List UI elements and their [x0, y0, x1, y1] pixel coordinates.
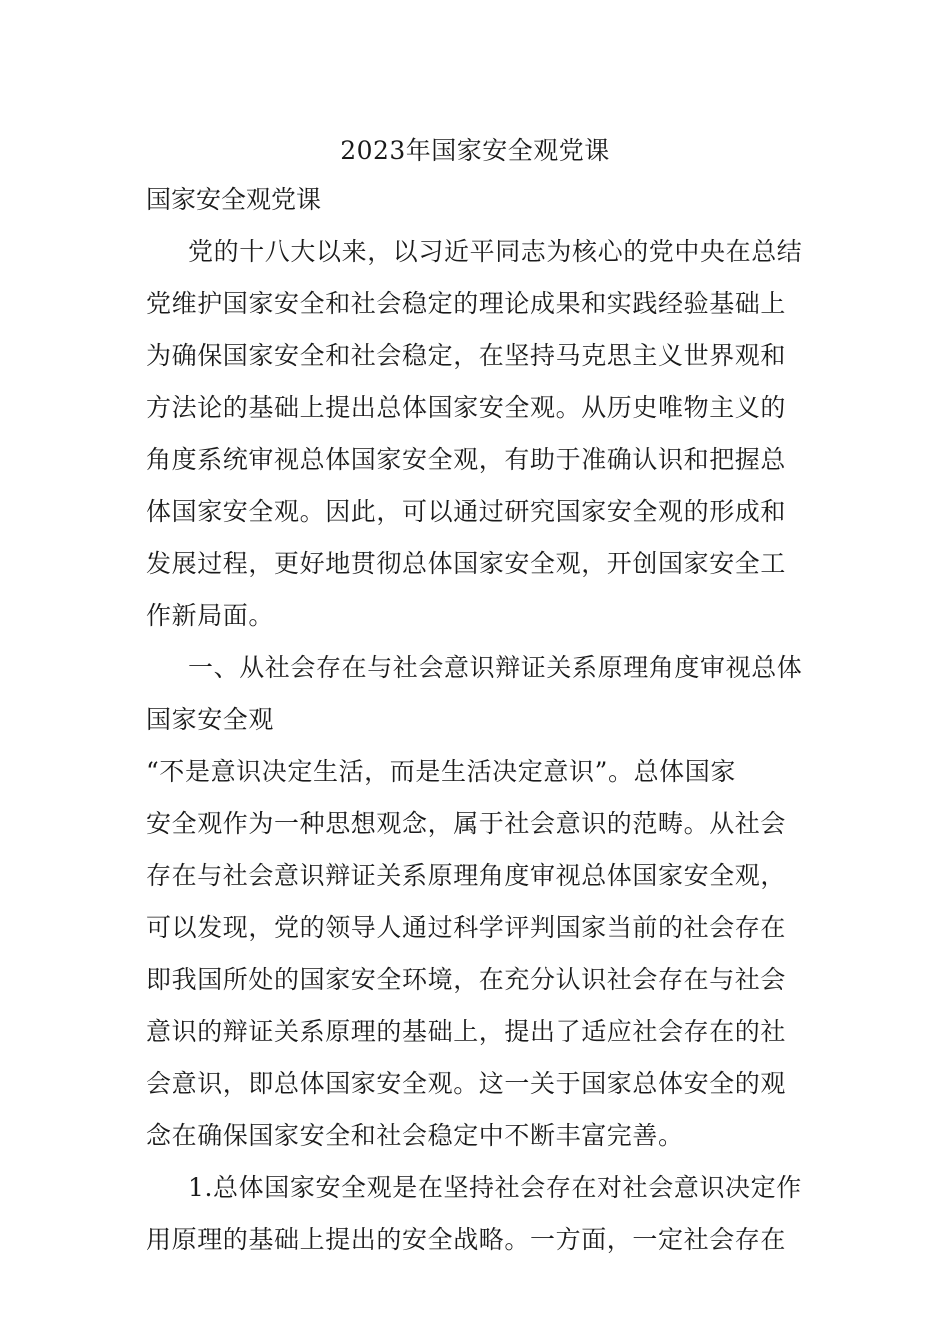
paragraph-line: 念在确保国家安全和社会稳定中不断丰富完善。 — [146, 1121, 684, 1150]
document-title: 2023年国家安全观党课 — [340, 136, 610, 165]
paragraph-line: 可以发现，党的领导人通过科学评判国家当前的社会存在 — [146, 913, 787, 942]
paragraph-line: “不是意识决定生活，而是生活决定意识”。总体国家 — [146, 757, 736, 786]
paragraph-line: 安全观作为一种思想观念，属于社会意识的范畴。从社会 — [146, 809, 787, 838]
paragraph-line: 存在与社会意识辩证关系原理角度审视总体国家安全观， — [146, 861, 787, 890]
section-heading-line: 国家安全观 — [146, 705, 275, 734]
section-heading-line: 一、从社会存在与社会意识辩证关系原理角度审视总体 — [188, 653, 803, 682]
paragraph-line: 用原理的基础上提出的安全战略。一方面，一定社会存在 — [146, 1225, 787, 1254]
paragraph-line: 党的十八大以来，以习近平同志为核心的党中央在总结 — [188, 237, 803, 266]
paragraph-line: 为确保国家安全和社会稳定，在坚持马克思主义世界观和 — [146, 341, 787, 370]
paragraph-line: 党维护国家安全和社会稳定的理论成果和实践经验基础上 — [146, 289, 787, 318]
paragraph-line: 角度系统审视总体国家安全观，有助于准确认识和把握总 — [146, 445, 787, 474]
paragraph-line: 即我国所处的国家安全环境，在充分认识社会存在与社会 — [146, 965, 787, 994]
paragraph-line: 1.总体国家安全观是在坚持社会存在对社会意识决定作 — [188, 1173, 802, 1202]
paragraph-line: 发展过程，更好地贯彻总体国家安全观，开创国家安全工 — [146, 549, 787, 578]
paragraph-line: 意识的辩证关系原理的基础上，提出了适应社会存在的社 — [146, 1017, 787, 1046]
document-subtitle: 国家安全观党课 — [146, 185, 322, 214]
paragraph-line: 作新局面。 — [146, 601, 275, 630]
paragraph-line: 方法论的基础上提出总体国家安全观。从历史唯物主义的 — [146, 393, 787, 422]
paragraph-line: 体国家安全观。因此，可以通过研究国家安全观的形成和 — [146, 497, 787, 526]
paragraph-line: 会意识，即总体国家安全观。这一关于国家总体安全的观 — [146, 1069, 787, 1098]
